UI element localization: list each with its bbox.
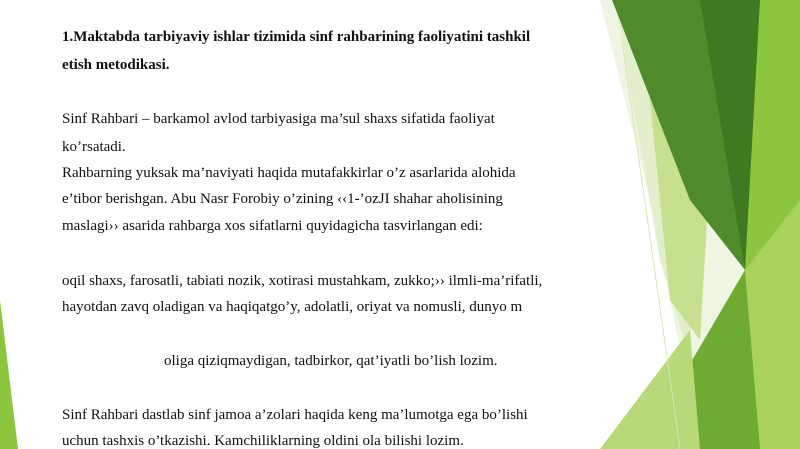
paragraph-1-line-1: Sinf Rahbari – barkamol avlod tarbiyasiga ma’sul shaxs sifatida faoliyat (62, 111, 495, 127)
heading-line-2: etish metodikasi. (62, 57, 170, 73)
paragraph-3-line-1: oqil shaxs, farosatli, tabiati nozik, xotirasi mustahkam, zukko;›› ilmli-ma’rifatli, (62, 273, 543, 289)
bottom-green-wedge-light (600, 330, 700, 449)
paragraph-4-line-1: Sinf Rahbari dastlab sinf jamoa a’zolari haqida keng ma’lumotga ega bo’lishi (62, 407, 528, 423)
paragraph-1-line-2: ko’rsatadi. (62, 139, 126, 155)
paragraph-2-line-1: Rahbarning yuksak ma’naviyati haqida mutafakkirlar o’z asarlarida alohida (62, 165, 516, 181)
left-green-wedge (0, 300, 18, 449)
paragraph-3-line-2: hayotdan zavq oladigan va haqiqatgo’y, adolatli, oriyat va nomusli, dunyo m (62, 299, 523, 315)
paragraph-2-line-3: maslagi›› asarida rahbarga xos sifatlarni quyidagicha tasvirlangan edi: (62, 218, 483, 234)
paragraph-4-line-2: uchun tashxis o’tkazishi. Kamchiliklarning oldini ola bilishi lozim. (62, 433, 464, 449)
paragraph-2-line-2: e’tibor berishgan. Abu Nasr Forobiy o’zining ‹‹1-’ozJI shahar aholisining (62, 191, 503, 207)
paragraph-3-line-3: oliga qiziqmaydigan, tadbirkor, qat’iyatli bo’lish lozim. (164, 353, 498, 369)
heading-line-1: 1.Maktabda tarbiyaviy ishlar tizimida sinf rahbarining faoliyatini tashkil (62, 29, 531, 45)
